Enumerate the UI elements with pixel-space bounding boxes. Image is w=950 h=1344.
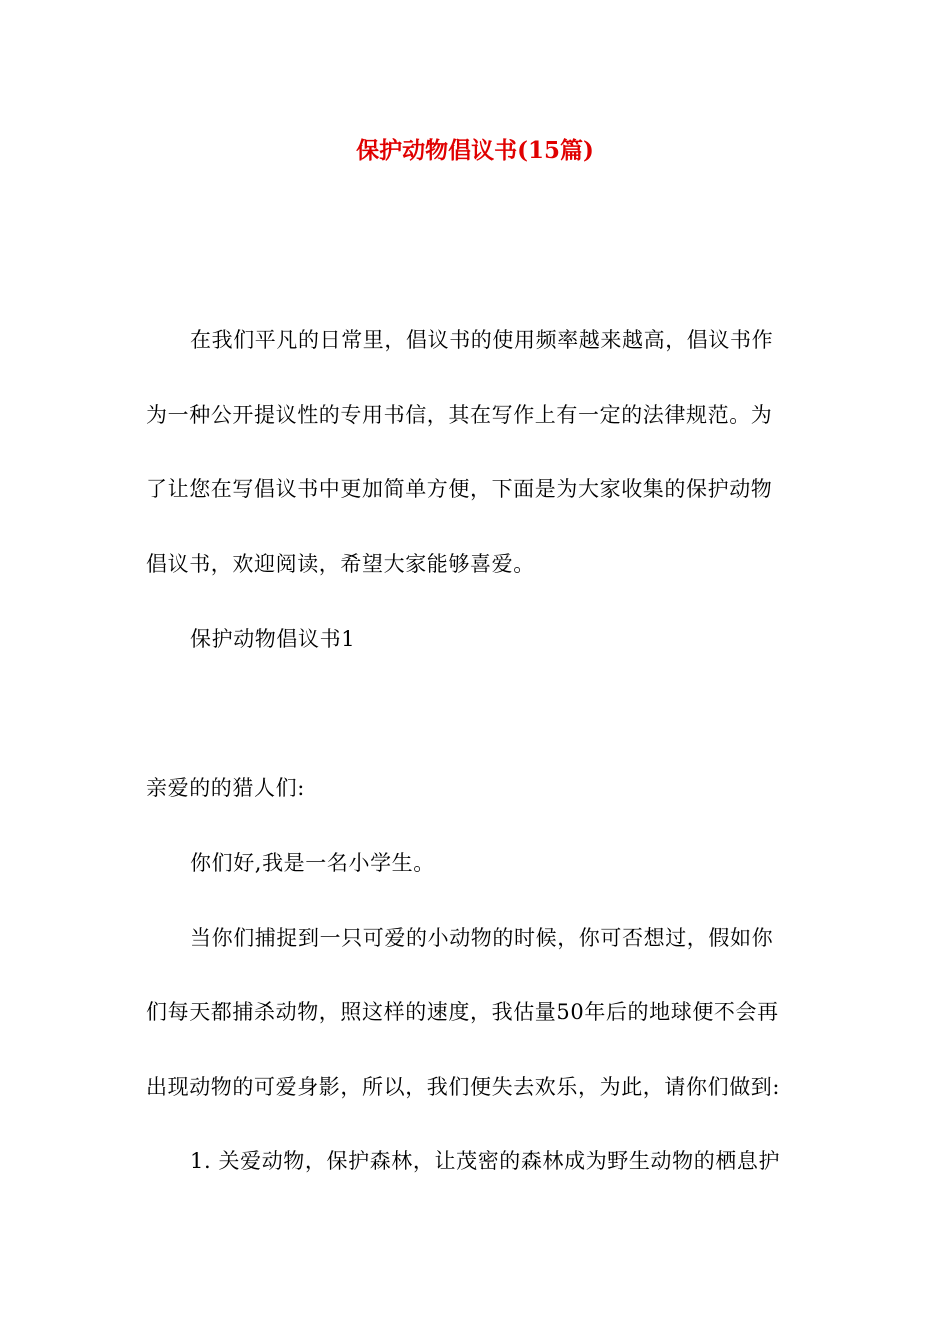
- list-item-1: 1. 关爱动物，保护森林，让茂密的森林成为野生动物的栖息护: [190, 1149, 781, 1173]
- body-line-3: 出现动物的可爱身影，所以，我们便失去欢乐，为此，请你们做到:: [146, 1075, 781, 1099]
- section-heading: 保护动物倡议书1: [190, 627, 356, 651]
- intro-line-4: 倡议书，欢迎阅读，希望大家能够喜爱。: [146, 552, 535, 576]
- salutation: 亲爱的的猎人们:: [146, 776, 305, 800]
- body-line-2: 们每天都捕杀动物，照这样的速度，我估量50年后的地球便不会再: [146, 1000, 779, 1024]
- greeting: 你们好,我是一名小学生。: [190, 851, 435, 875]
- intro-line-3: 了让您在写倡议书中更加简单方便，下面是为大家收集的保护动物: [146, 477, 773, 501]
- document-title: 保护动物倡议书(15篇): [356, 137, 594, 164]
- intro-line-1: 在我们平凡的日常里，倡议书的使用频率越来越高，倡议书作: [190, 328, 774, 352]
- intro-line-2: 为一种公开提议性的专用书信，其在写作上有一定的法律规范。为: [146, 403, 773, 427]
- body-line-1: 当你们捕捉到一只可爱的小动物的时候，你可否想过，假如你: [190, 926, 774, 950]
